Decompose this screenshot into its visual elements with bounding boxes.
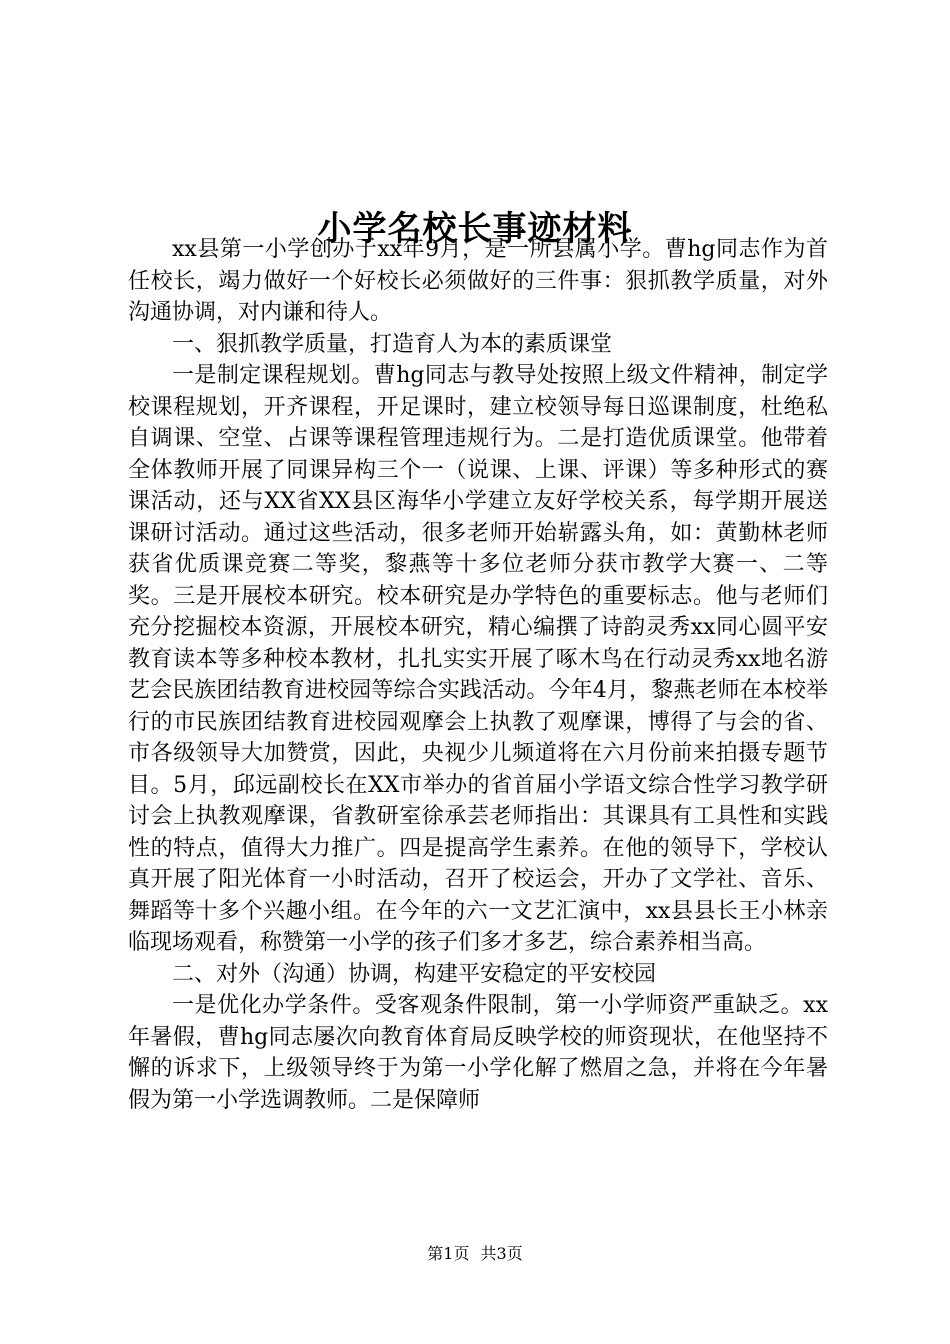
page-footer — [0, 1243, 950, 1265]
paragraph-teaching: 一是制定课程规划。曹hg同志与教导处按照上级文件精神，制定学校课程规划，开齐课程，开足课时，建立校领导每日巡课制度，杜绝私自调课、空堂、占课等课程管理违规行为。二是打造优质课堂。他带着全体教师开展了同课异构三个一（说课、上课、评课）等多种形式的赛课活动，还与XX省XX县区海华小学建立友好学校关系，每学期开展送课研讨活动。通过这些活动，很多老师开始崭露头角，如：黄勤林老师获省优质课竞赛二等奖，黎燕等十多位老师分获市教学大赛一、二等奖。三是开展校本研究。校本研究是办学特色的重要标志。他与老师们充分挖掘校本资源，开展校本研究，精心编撰了诗韵灵秀xx同心圆平安教育读本等多种校本教材，扎扎实实开展了啄木鸟在行动灵秀xx地名游艺会民族团结教育进校园等综合实践活动。今年4月，黎燕老师在本校举行的市民族团结教育进校园观摩会上执教了观摩课，博得了与会的省、市各级领导大加赞赏，因此，央视少儿频道将在六月份前来拍摄专题节目。5月，邱远副校长在XX市举办的省首届小学语文综合性学习教学研讨会上执教观摩课，省教研室徐承芸老师指出：其课具有工具性和实践性的特点，值得大力推广。四是提高学生素养。在他的领导下，学校认真开展了阳光体育一小时活动，召开了校运会，开办了文学社、音乐、舞蹈等十多个兴趣小组。在今年的六一文艺汇演中，xx县县长王小林亲临现场观看，称赞第一小学的孩子们多才多艺，综合素养相当高。 — [128, 363, 828, 955]
document-body — [128, 234, 828, 1116]
paragraph-intro: xx县第一小学创办于xx年9月，是一所县属小学。曹hg同志作为首任校长，竭力做好一个好校长必须做好的三件事：狠抓教学质量，对外沟通协调，对内谦和待人。 — [128, 237, 828, 325]
page-title: 小学名校长事迹材料 — [317, 208, 633, 249]
paragraph-coordination: 一是优化办学条件。受客观条件限制，第一小学师资严重缺乏。xx年暑假，曹hg同志屡次向教育体育局反映学校的师资现状，在他坚持不懈的诉求下，上级领导终于为第一小学化解了燃眉之急，并将在今年暑假为第一小学选调教师。二是保障师 — [128, 993, 828, 1113]
page-total: 共3页 — [480, 1244, 523, 1263]
section-heading-2: 二、对外（沟通）协调，构建平安稳定的平安校园 — [172, 961, 657, 987]
page-number: 第1页 — [427, 1244, 470, 1263]
section-heading-1: 一、狠抓教学质量，打造育人为本的素质课堂 — [172, 331, 613, 357]
